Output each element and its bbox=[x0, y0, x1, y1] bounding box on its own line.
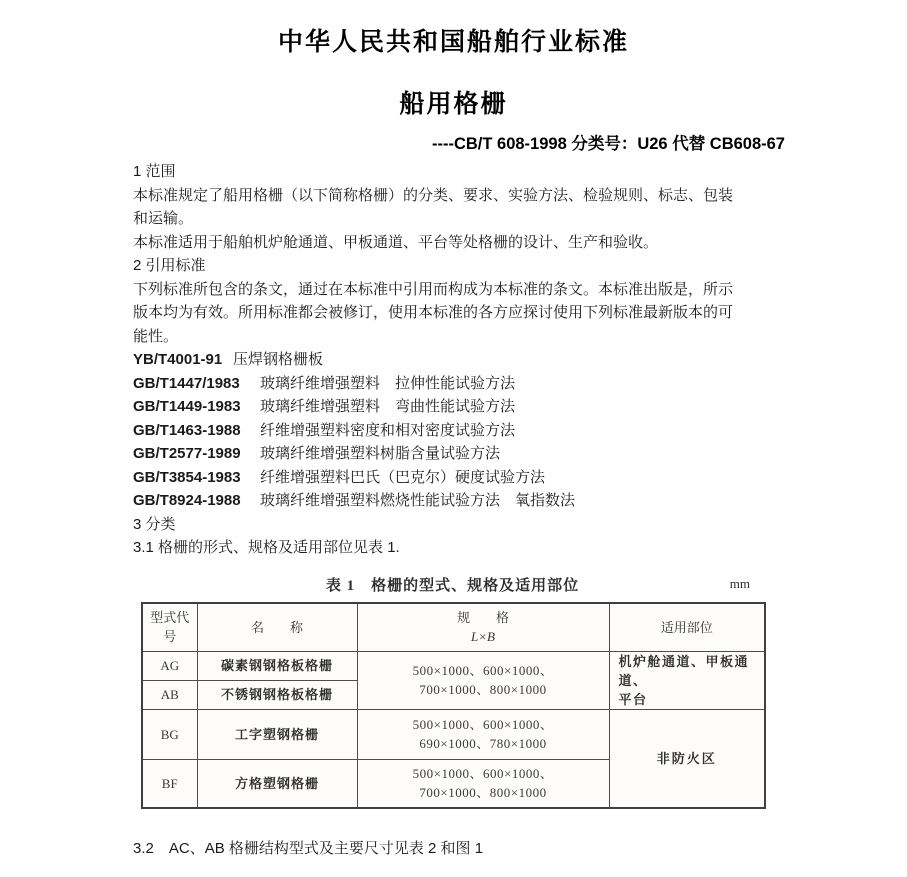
header-application: 适用部位 bbox=[609, 603, 765, 652]
spec-line-2: 700×1000、800×1000 bbox=[419, 785, 547, 800]
table-row-bg bbox=[142, 709, 765, 759]
reference-item bbox=[133, 442, 793, 466]
cell-application-ag-ab bbox=[609, 651, 765, 709]
paragraph-applicability: 本标准适用于船舶机炉舱通道、甲板通道、平台等处格栅的设计、生产和验收。 bbox=[133, 233, 659, 251]
document-body bbox=[133, 160, 793, 560]
paragraph-scope-line2: 和运输。 bbox=[133, 210, 194, 227]
table-1-caption-text: 表 1 格栅的型式、规格及适用部位 bbox=[325, 577, 580, 594]
standard-title: 纤维增强塑料巴氏（巴克尔）硬度试验方法 bbox=[260, 468, 546, 486]
document-title: 中华人民共和国船舶行业标准 bbox=[277, 28, 629, 56]
cell-spec-bg bbox=[357, 709, 609, 759]
spec-line-2: 690×1000、780×1000 bbox=[419, 736, 547, 751]
cell-code-bg: BG bbox=[142, 709, 197, 759]
paragraph-references-line2: 版本均为有效。所用标准都会被修订，使用本标准的各方应探讨使用下列标准最新版本的可 bbox=[133, 304, 734, 321]
standard-title: 压焊钢格栅板 bbox=[233, 351, 324, 368]
spec-line-1: 500×1000、600×1000、 bbox=[412, 766, 554, 781]
standard-title: 玻璃纤维增强塑料 拉伸性能试验方法 bbox=[260, 374, 516, 392]
document-subtitle: 船用格栅 bbox=[399, 90, 508, 118]
reference-item bbox=[133, 419, 793, 443]
cell-code-ag: AG bbox=[142, 651, 197, 681]
document-page bbox=[0, 22, 907, 877]
section-3-heading: 3 分类 bbox=[133, 515, 176, 533]
cell-name-bf: 方格塑钢格栅 bbox=[197, 759, 357, 808]
table-1 bbox=[141, 602, 766, 809]
standard-code: YB/T4001-91 bbox=[133, 351, 223, 368]
header-spec-lxb: L×B bbox=[471, 629, 495, 644]
standard-code: GB/T1447/1983 bbox=[133, 374, 240, 392]
spec-line-1: 500×1000、600×1000、 bbox=[412, 717, 554, 732]
reference-item bbox=[133, 348, 793, 372]
standard-code: GB/T8924-1988 bbox=[133, 492, 241, 509]
paragraph-references-line1: 下列标准所包含的条文，通过在本标准中引用而构成为本标准的条文。本标准出版是，所示 bbox=[133, 280, 734, 298]
standard-code: GB/T1449-1983 bbox=[133, 398, 241, 415]
paragraph-scope-line1: 本标准规定了船用格栅（以下简称格栅）的分类、要求、实验方法、检验规则、标志、包装 bbox=[133, 186, 734, 204]
reference-item bbox=[133, 372, 793, 396]
standard-number-line: ----CB/T 608-1998 分类号：U26 代替 CB608-67 bbox=[431, 135, 785, 153]
header-type-code: 型式代号 bbox=[142, 603, 197, 652]
header-name: 名 称 bbox=[197, 603, 357, 652]
reference-item bbox=[133, 466, 793, 490]
cell-application-bg-bf: 非防火区 bbox=[609, 709, 765, 808]
cell-code-bf: BF bbox=[142, 759, 197, 808]
cell-name-bg: 工字塑钢格栅 bbox=[197, 709, 357, 759]
standard-code: GB/T1463-1988 bbox=[133, 421, 241, 439]
section-2-heading: 2 引用标准 bbox=[133, 257, 206, 274]
standard-title: 玻璃纤维增强塑料树脂含量试验方法 bbox=[260, 445, 501, 462]
application-line-1: 机炉舱通道、甲板通道、 bbox=[618, 653, 750, 688]
cell-spec-ag-ab bbox=[357, 651, 609, 709]
cell-name-ab: 不锈钢钢格板格栅 bbox=[197, 681, 357, 710]
standard-title: 玻璃纤维增强塑料燃烧性能试验方法 氧指数法 bbox=[260, 492, 576, 509]
header-spec bbox=[357, 603, 609, 652]
standard-title: 纤维增强塑料密度和相对密度试验方法 bbox=[260, 421, 516, 439]
spec-line-2: 700×1000、800×1000 bbox=[419, 682, 547, 697]
cell-code-ab: AB bbox=[142, 681, 197, 710]
application-line-2: 平台 bbox=[618, 691, 648, 707]
clause-3-2: 3.2 AC、AB 格栅结构型式及主要尺寸见表 2 和图 1 bbox=[133, 839, 484, 857]
section-1-heading: 1 范围 bbox=[133, 163, 176, 180]
standard-code: GB/T3854-1983 bbox=[133, 468, 241, 486]
standard-code: GB/T2577-1989 bbox=[133, 445, 241, 462]
table-1-caption bbox=[141, 574, 764, 595]
reference-item bbox=[133, 489, 793, 513]
header-spec-text: 规 格 bbox=[456, 610, 509, 625]
table-1-scan-block bbox=[141, 574, 764, 809]
table-row-ag bbox=[142, 651, 765, 681]
spec-line-1: 500×1000、600×1000、 bbox=[412, 663, 554, 678]
table-1-unit-label: mm bbox=[729, 575, 750, 591]
cell-name-ag: 碳素钢钢格板格栅 bbox=[197, 651, 357, 681]
clause-3-1: 3.1 格栅的形式、规格及适用部位见表 1. bbox=[133, 539, 400, 556]
table-header-row bbox=[142, 603, 765, 652]
paragraph-references-line3: 能性。 bbox=[133, 327, 179, 345]
reference-item bbox=[133, 395, 793, 419]
standard-title: 玻璃纤维增强塑料 弯曲性能试验方法 bbox=[260, 398, 516, 415]
cell-spec-bf bbox=[357, 759, 609, 808]
